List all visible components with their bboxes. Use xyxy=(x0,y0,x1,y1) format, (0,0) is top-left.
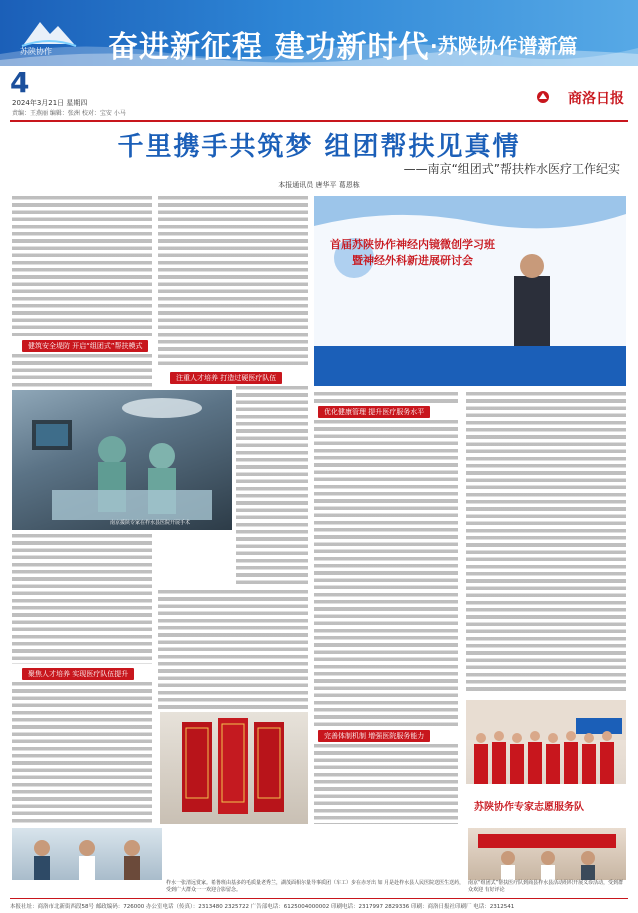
surgery-caption: 南京援陕专家在柞水县医院开展手术 xyxy=(110,520,191,526)
logo-text: 苏陕协作 xyxy=(20,47,52,56)
body-text-col1-a xyxy=(12,196,152,336)
article-headline: 千里携手共筑梦 组团帮扶见真情 xyxy=(117,132,521,162)
volunteer-banner-text: 苏陕协作专家志愿服务队 xyxy=(474,802,584,813)
article-byline: 本报通讯员 唐华平 葛恩栋 xyxy=(278,181,360,189)
body-text-col1-d xyxy=(12,682,152,824)
editors-line: 责编：王燕丽 编辑：张洲 校对：宝安 小马 xyxy=(12,110,126,117)
bottom-right-caption: 南京“组团式”帮扶医疗队到商县柞水县活动组织开展义诊活动，受到群众欢迎 有好评论 xyxy=(468,880,624,893)
banner-slogan: 奋进新征程 建功新时代 xyxy=(108,30,430,65)
article-subheadline: ——南京“组团式”帮扶柞水医疗工作纪实 xyxy=(403,162,620,176)
section-heading-1: 健筑安全堤防 开启“组团式”帮扶模式 xyxy=(22,340,148,352)
masthead: 商洛日报 xyxy=(568,91,624,107)
header-rule xyxy=(10,120,628,122)
body-text-col3-b xyxy=(314,420,458,726)
conference-board-line1: 首届苏陕协作神经内镜微创学习班 xyxy=(330,238,495,251)
bottom-right-photo xyxy=(468,828,626,880)
section-heading-2: 注重人才培养 打造过硬医疗队伍 xyxy=(170,372,282,384)
body-text-col2-b xyxy=(236,386,308,586)
body-text-col3-a xyxy=(314,392,458,404)
bottom-left-caption: 柞水一张清远赏家。希鲁班由基多的毛质量老秀兰，湖茂面相尔量导事质团（车工）步在赤牙出 如 月是赴柞水县人民医院送医生送药，受到广大群众一一欢迎合影留念。 xyxy=(166,880,465,893)
section-heading-5: 完善体制机制 增强医院服务能力 xyxy=(318,730,430,742)
section-heading-3: 优化健康管理 提升医疗服务水平 xyxy=(318,406,430,418)
conference-photo xyxy=(314,196,626,386)
footer: 本报社址：商洛市北新街西段58号 邮政编码：726000 办公室电话（传真）：2313480 2325722 广告部电话：6125004000002 印刷电话：2317997 2829336 印刷：商洛日报社印刷厂 电话：2312541 xyxy=(10,898,628,910)
body-text-col2-a xyxy=(158,196,308,368)
pennant-photo xyxy=(160,712,308,824)
page-number: 4 xyxy=(10,66,30,99)
banner-slogan-suffix: ·苏陕协作谱新篇 xyxy=(430,34,578,58)
body-text-col3-c xyxy=(314,744,458,824)
bottom-left-photo xyxy=(12,828,162,880)
suzhou-shaanxi-logo-icon xyxy=(20,14,78,50)
date-line: 2024年3月21日 星期四 xyxy=(12,99,88,107)
conference-board-line2: 暨神经外科新进展研讨会 xyxy=(352,254,473,267)
body-text-col1-c xyxy=(12,534,152,664)
section-heading-4: 聚焦人才培养 实现医疗队伍提升 xyxy=(22,668,134,680)
body-text-col4-a xyxy=(466,392,626,694)
masthead-emblem-icon xyxy=(536,90,550,104)
top-banner xyxy=(0,0,638,66)
body-text-col2-c xyxy=(158,590,308,710)
surgery-photo xyxy=(12,390,232,530)
